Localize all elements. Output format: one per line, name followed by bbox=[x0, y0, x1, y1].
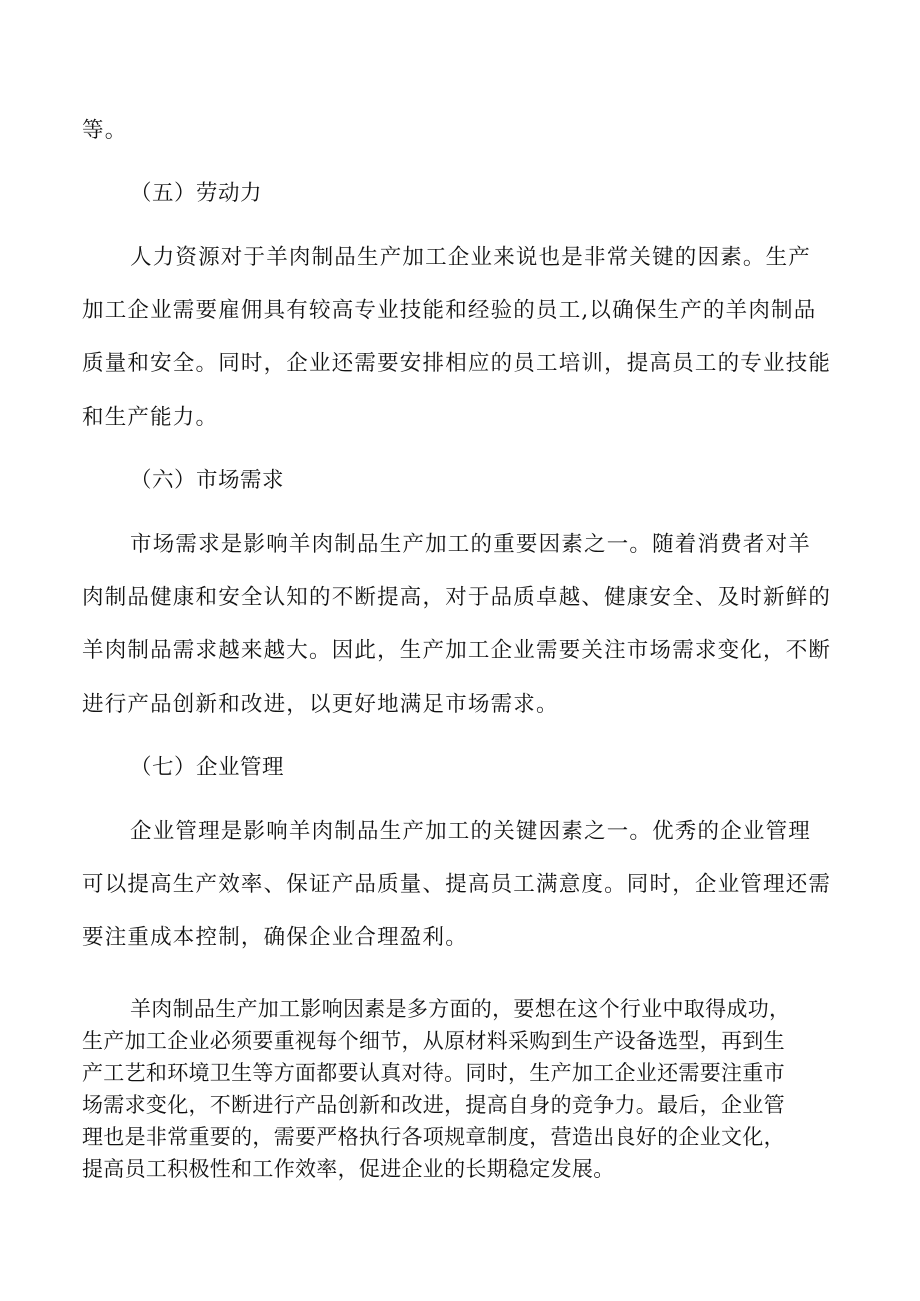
conclusion-line: 生产加工企业必须要重视每个细节，从原材料采购到生产设备选型，再到生 bbox=[82, 1029, 785, 1053]
paragraph-line: 人力资源对于羊肉制品生产加工企业来说也是非常关键的因素。生产 bbox=[130, 245, 812, 270]
paragraph-line: 质量和安全。同时，企业还需要安排相应的员工培训，提高员工的专业技能 bbox=[82, 351, 832, 376]
conclusion-line: 产工艺和环境卫生等方面都要认真对待。同时，生产加工企业还需要注重市 bbox=[82, 1061, 785, 1085]
paragraph-line: 企业管理是影响羊肉制品生产加工的关键因素之一。优秀的企业管理 bbox=[130, 819, 812, 844]
paragraph-line: 市场需求是影响羊肉制品生产加工的重要因素之一。随着消费者对羊 bbox=[130, 532, 812, 557]
paragraph-line: 加工企业需要雇佣具有较高专业技能和经验的员工,以确保生产的羊肉制品 bbox=[82, 298, 817, 323]
conclusion-line: 羊肉制品生产加工影响因素是多方面的，要想在这个行业中取得成功， bbox=[130, 997, 791, 1021]
paragraph-line: 肉制品健康和安全认知的不断提高，对于品质卓越、健康安全、及时新鲜的 bbox=[82, 585, 832, 610]
section-heading-management: （七）企业管理 bbox=[130, 755, 285, 780]
conclusion-line: 提高员工积极性和工作效率，促进企业的长期稳定发展。 bbox=[82, 1157, 615, 1181]
paragraph-fragment: 等。 bbox=[82, 118, 128, 143]
paragraph-line: 可以提高生产效率、保证产品质量、提高员工满意度。同时，企业管理还需 bbox=[82, 872, 832, 897]
conclusion-line: 场需求变化，不断进行产品创新和改进，提高自身的竞争力。最后，企业管 bbox=[82, 1093, 785, 1117]
section-heading-market-demand: （六）市场需求 bbox=[130, 468, 285, 493]
paragraph-line: 和生产能力。 bbox=[82, 405, 219, 430]
paragraph-line: 要注重成本控制，确保企业合理盈利。 bbox=[82, 925, 468, 950]
paragraph-line: 进行产品创新和改进，以更好地满足市场需求。 bbox=[82, 692, 559, 717]
paragraph-line: 羊肉制品需求越来越大。因此，生产加工企业需要关注市场需求变化，不断 bbox=[82, 638, 832, 663]
section-heading-labor: （五）劳动力 bbox=[130, 181, 263, 206]
conclusion-line: 理也是非常重要的，需要严格执行各项规章制度，营造出良好的企业文化， bbox=[82, 1125, 785, 1149]
